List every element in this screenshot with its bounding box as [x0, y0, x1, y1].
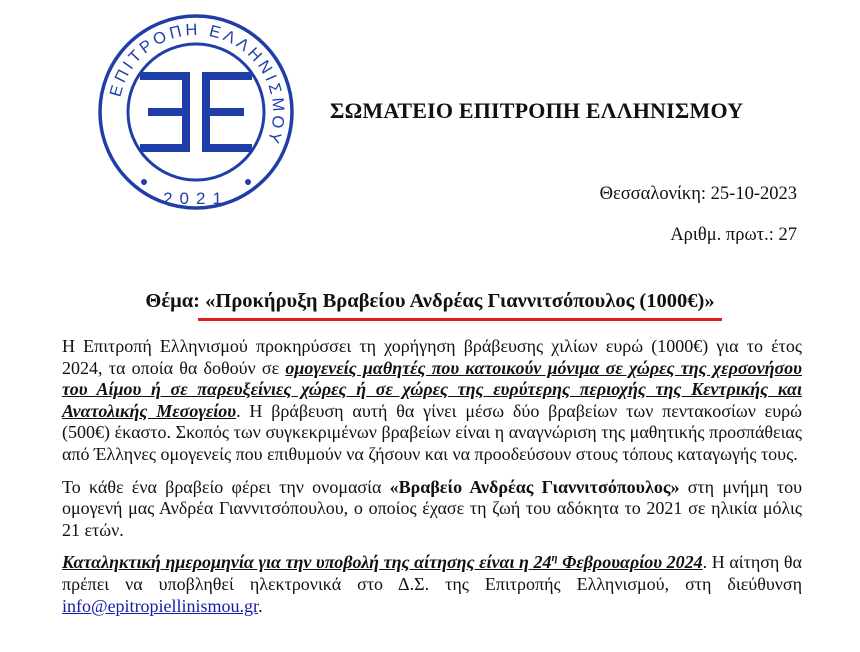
paragraph-1-text-a: Η Επιτροπή Ελληνισμού προκηρύσσει τη χορήγηση βράβευσης χιλίων ευρώ (1000€) για το έτος 2024, τα οποία θα δοθούν σε	[62, 336, 802, 378]
paragraph-3-text-a: . Η αίτηση θα πρέπει να υποβληθεί ηλεκτρονικά στο Δ.Σ. της Επιτροπής Ελληνισμού, στη διεύθυνση	[62, 552, 802, 594]
paragraph-deadline	[62, 552, 802, 617]
subject-heading	[0, 290, 860, 313]
subject-text: Θέμα: «Προκήρυξη Βραβείου Ανδρέας Γιαννιτσόπουλος (1000€)»	[145, 290, 715, 312]
subject-underline	[198, 318, 722, 321]
paragraph-3-text-b: .	[258, 595, 263, 616]
paragraph-2-text-b: στη μνήμη του ομογενή μας Ανδρέα Γιαννιτσόπουλου, ο οποίος έχασε τη ζωή του αδόκητα το 2021 σε ηλικία μόλις 21 ετών.	[62, 476, 802, 540]
document-body	[62, 336, 802, 628]
eligibility-emphasis: ομογενείς μαθητές που κατοικούν μόνιμα σε χώρες της χερσονήσου του Αίμου ή σε παρευξείνιες χώρες ή σε χώρες της ευρύτερης περιοχής της Κεντρικής και Ανατολικής Μεσογείου	[62, 357, 802, 421]
paragraph-announcement	[62, 336, 802, 466]
deadline-text	[62, 552, 703, 572]
paragraph-1-text-b: . Η βράβευση αυτή θα γίνει μέσω δύο βραβείων των πεντακοσίων ευρώ (500€) έκαστο. Σκοπός των συγκεκριμένων βραβείων είναι η αναγνώριση της μαθητικής προσπάθειας από Έλληνες ομογενείς που επιθυμούν να ζήσουν και να προοδεύσουν στους τόπους καταγωγής τους.	[62, 400, 802, 464]
deadline-superscript: η	[551, 552, 558, 565]
logo-dot-left	[141, 179, 147, 185]
deadline-text-a: Καταληκτική ημερομηνία για την υποβολή της αίτησης είναι η 24	[62, 552, 552, 573]
award-name: «Βραβείο Ανδρέας Γιαννιτσόπουλος»	[389, 476, 680, 497]
organization-logo	[96, 12, 296, 212]
paragraph-award-name	[62, 477, 802, 542]
logo-ring-text: ΕΠΙΤΡΟΠΗ ΕΛΛΗΝΙΣΜΟΥ	[106, 20, 288, 149]
logo-monogram	[140, 72, 252, 152]
logo-dot-right	[245, 179, 251, 185]
document-date: Θεσσαλονίκη: 25-10-2023	[599, 184, 797, 204]
organization-name: ΣΩΜΑΤΕΙΟ ΕΠΙΤΡΟΠΗ ΕΛΛΗΝΙΣΜΟΥ	[330, 98, 744, 123]
protocol-number: Αριθμ. πρωτ.: 27	[670, 225, 797, 245]
paragraph-2-text-a: Το κάθε ένα βραβείο φέρει την ονομασία	[62, 476, 390, 497]
logo-year: 2021	[163, 189, 229, 208]
deadline-text-b: Φεβρουαρίου 2024	[557, 552, 703, 573]
email-link[interactable]: info@epitropiellinismou.gr	[62, 595, 259, 616]
